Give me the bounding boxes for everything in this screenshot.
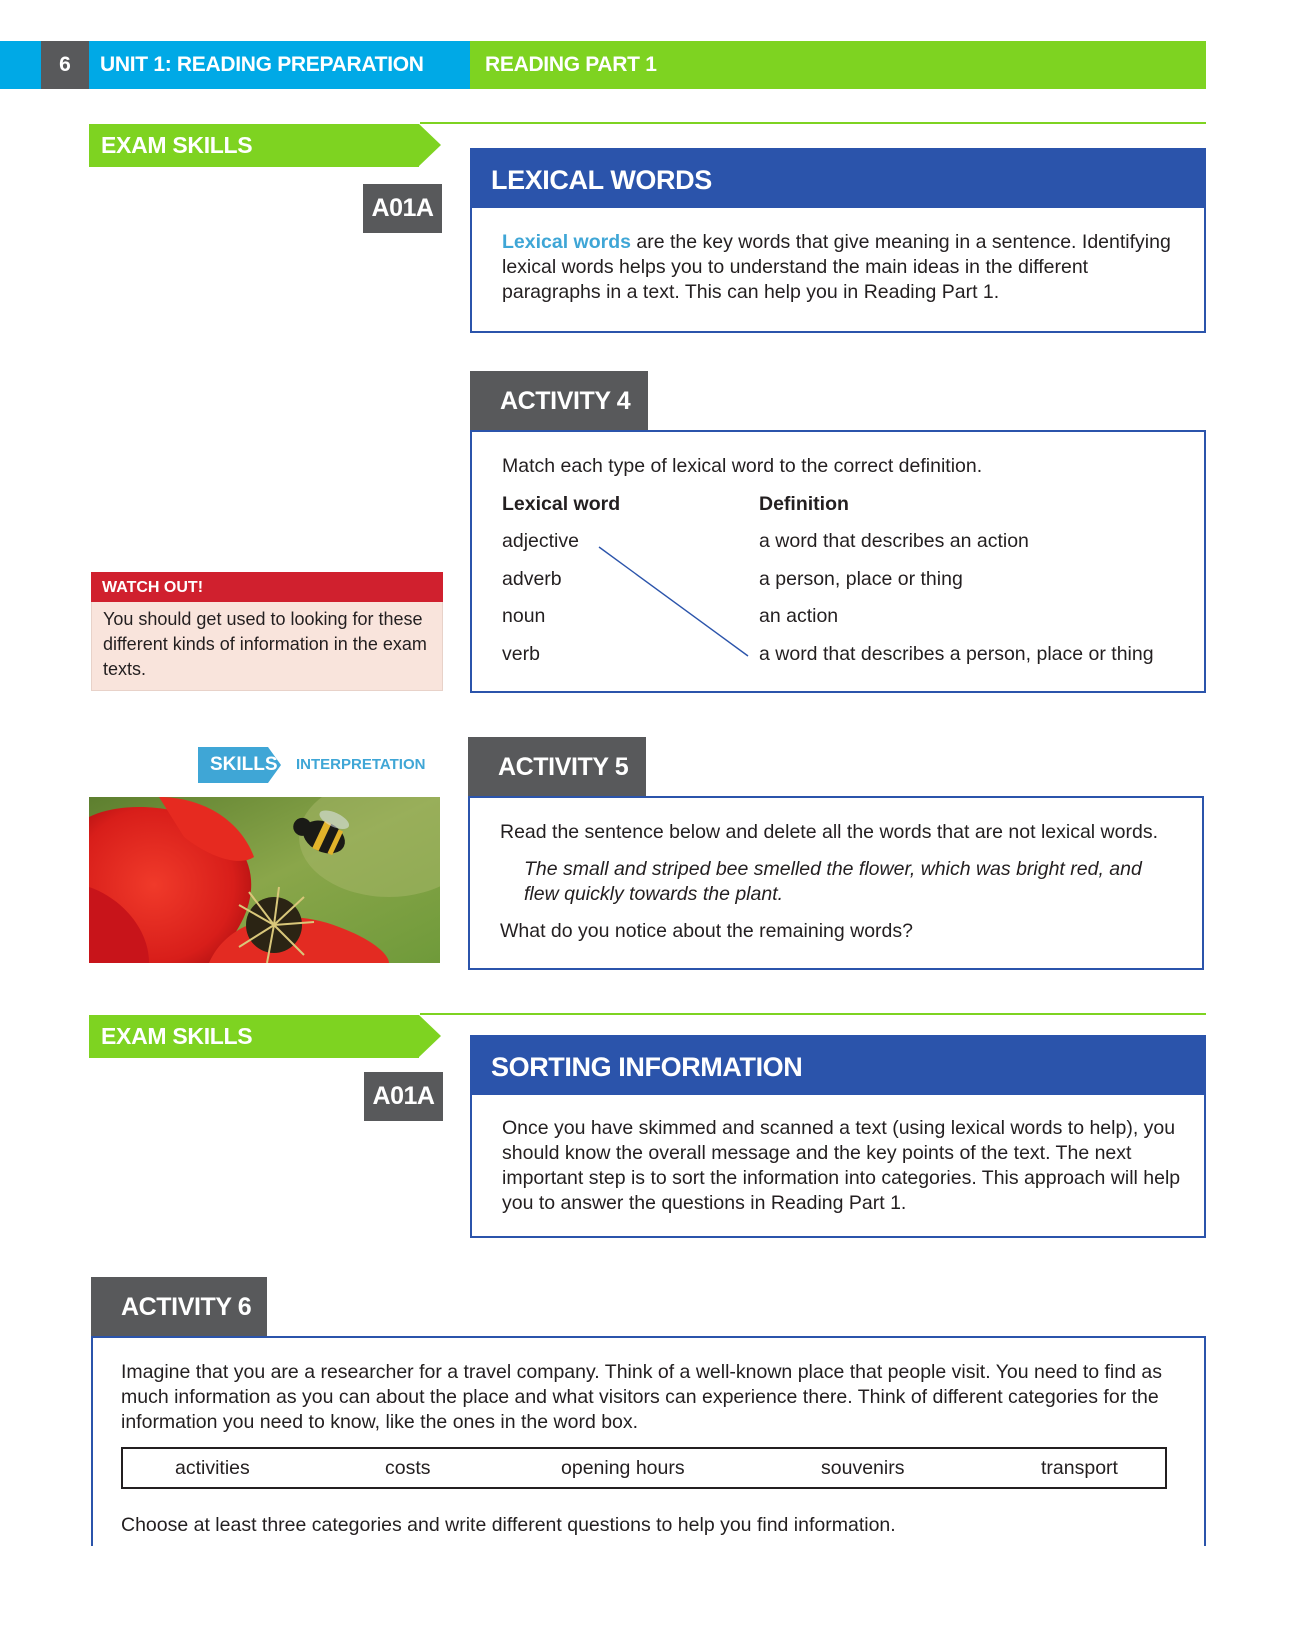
activity-5-tab: ACTIVITY 5 (468, 737, 646, 796)
word-noun: noun (502, 605, 546, 627)
activity-5-box (468, 796, 1204, 970)
matching-line (472, 432, 1208, 695)
divider-line (420, 122, 1206, 124)
lexical-words-highlight: Lexical words (502, 231, 631, 253)
activity-4-instruction: Match each type of lexical word to the correct definition. (502, 455, 983, 477)
definition-1: a word that describes an action (759, 530, 1029, 552)
definition-column-header: Definition (759, 493, 849, 515)
skills-tag-label: SKILLS (210, 754, 278, 775)
word-box-item: opening hours (561, 1457, 685, 1479)
word-box-item: souvenirs (821, 1457, 905, 1479)
unit-title: UNIT 1: READING PREPARATION (100, 53, 424, 76)
exam-skills-banner (89, 124, 449, 167)
watch-out-title: WATCH OUT! (91, 572, 443, 602)
definition-2: a person, place or thing (759, 568, 963, 590)
word-box-item: activities (175, 1457, 250, 1479)
activity-5-question: What do you notice about the remaining words? (500, 920, 913, 942)
word-adjective: adjective (502, 530, 579, 552)
definition-4: a word that describes a person, place or thing (759, 643, 1154, 665)
exam-skills-label: EXAM SKILLS (101, 1023, 253, 1049)
watch-out-body: You should get used to looking for these different kinds of information in the exam texts. (91, 602, 443, 691)
sorting-information-box (470, 1035, 1206, 1238)
assessment-objective-badge: A01A (364, 1072, 443, 1121)
word-adverb: adverb (502, 568, 562, 590)
activity-5-instruction: Read the sentence below and delete all the words that are not lexical words. (500, 821, 1158, 843)
exam-skills-banner (89, 1015, 449, 1058)
activity-5-sentence: The small and striped bee smelled the flower, which was bright red, and flew quickly towards the plant. (524, 858, 1142, 905)
bee-on-poppy-photo (89, 797, 440, 963)
lexical-words-body (472, 208, 1204, 305)
activity-6-intro: Imagine that you are a researcher for a travel company. Think of a well-known place that people visit. You need to find as much information as you can about the place and what visitors can experience there. Think of different categories for the information you need to know, like the ones in the word box. (121, 1361, 1162, 1433)
section-title: READING PART 1 (485, 53, 657, 76)
activity-4-tab: ACTIVITY 4 (470, 371, 648, 430)
word-box-item: transport (1041, 1457, 1118, 1479)
lexical-words-title: LEXICAL WORDS (472, 150, 1204, 208)
skills-interpretation-label: INTERPRETATION (296, 756, 426, 773)
lexical-word-column-header: Lexical word (502, 493, 621, 515)
activity-6-closing: Choose at least three categories and write different questions to help you find information. (121, 1514, 896, 1536)
skills-tag (198, 747, 448, 783)
lexical-words-box (470, 148, 1206, 333)
activity-6-tab: ACTIVITY 6 (91, 1277, 267, 1336)
definition-3: an action (759, 605, 839, 627)
assessment-objective-badge: A01A (363, 184, 442, 233)
word-verb: verb (502, 643, 540, 665)
word-box (121, 1447, 1167, 1489)
lexical-words-text: are the key words that give meaning in a sentence. Identifying lexical words helps you to understand the main ideas in the different paragraphs in a text. This can help you in Reading Part 1. (502, 231, 1171, 303)
sorting-information-title: SORTING INFORMATION (472, 1037, 1204, 1095)
watch-out-panel (91, 572, 443, 691)
word-box-item: costs (385, 1457, 431, 1479)
activity-4-box (470, 430, 1206, 693)
activity-6-box (91, 1336, 1206, 1546)
divider-line (420, 1013, 1206, 1015)
page-number: 6 (41, 41, 89, 89)
exam-skills-label: EXAM SKILLS (101, 132, 253, 158)
sorting-information-body: Once you have skimmed and scanned a text (using lexical words to help), you should know the overall message and the key points of the text. The next important step is to sort the information into categories. This approach will help you to answer the questions in Reading Part 1. (502, 1117, 1181, 1214)
